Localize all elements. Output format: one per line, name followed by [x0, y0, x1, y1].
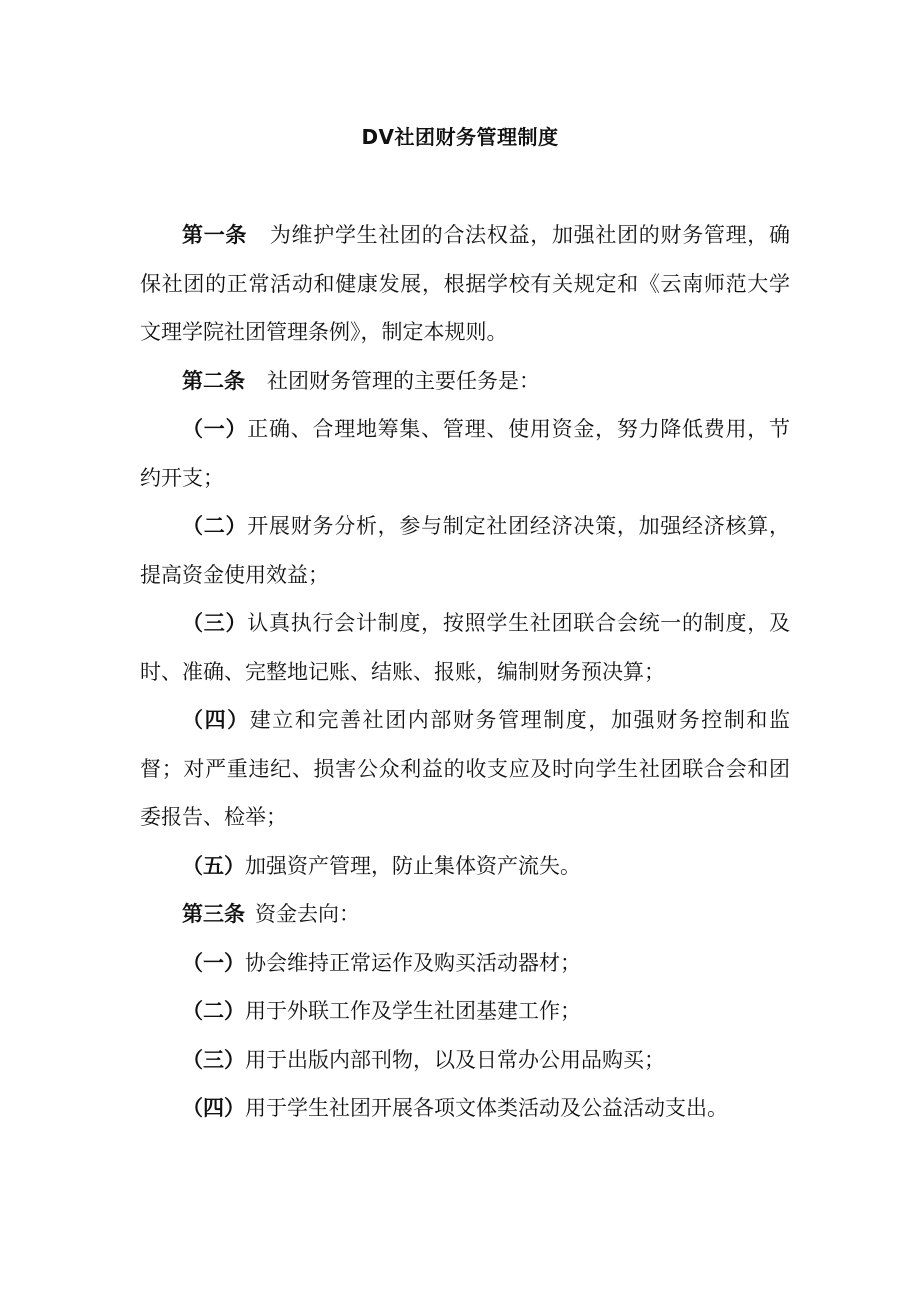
- article-2-item-3: [140, 599, 790, 696]
- article-3-item-3: [140, 1036, 790, 1085]
- item-text: 用于外联工作及学生社团基建工作；: [245, 999, 581, 1023]
- article-2: [140, 357, 790, 406]
- article-1-text: 为维护学生社团的合法权益，加强社团的财务管理，确保社团的正常活动和健康发展，根据学校有关规定和《云南师范大学文理学院社团管理条例》，制定本规则。: [140, 223, 791, 344]
- article-1-label: 第一条: [182, 223, 248, 247]
- article-3-text: 资金去向：: [255, 902, 360, 926]
- item-text: 认真执行会计制度，按照学生社团联合会统一的制度，及时、准确、完整地记账、结账、报账，编制财务预决算；: [140, 611, 791, 684]
- article-2-label: 第二条: [182, 368, 245, 393]
- article-3-label: 第三条: [182, 902, 245, 926]
- item-text: 开展财务分析，参与制定社团经济决策，加强经济核算，提高资金使用效益；: [140, 514, 791, 587]
- document-body: [140, 211, 790, 1133]
- article-3-item-1: [140, 939, 790, 988]
- item-number: （二）: [182, 999, 245, 1023]
- document-title: DV社团财务管理制度: [361, 125, 559, 149]
- item-number: （三）: [182, 1047, 245, 1072]
- item-number: （五）: [182, 853, 245, 878]
- article-3-item-4: [140, 1084, 790, 1133]
- item-number: （二）: [182, 514, 248, 538]
- item-text: 加强资产管理，防止集体资产流失。: [245, 853, 581, 878]
- item-text: 协会维持正常运作及购买活动器材；: [245, 950, 581, 975]
- article-3-item-2: [140, 987, 790, 1036]
- item-number: （三）: [182, 611, 248, 635]
- item-text: 正确、合理地筹集、管理、使用资金，努力降低费用，节约开支；: [140, 417, 791, 490]
- item-text: 用于学生社团开展各项文体类活动及公益活动支出。: [245, 1096, 728, 1120]
- item-number: （一）: [182, 950, 245, 975]
- item-text: 建立和完善社团内部财务管理制度，加强财务控制和监督；对严重违纪、损害公众利益的收支应及时向学生社团联合会和团委报告、检举；: [140, 708, 791, 829]
- article-3: [140, 890, 790, 939]
- article-2-text: 社团财务管理的主要任务是：: [267, 368, 540, 393]
- item-number: （四）: [182, 708, 250, 732]
- item-number: （四）: [182, 1096, 245, 1120]
- item-number: （一）: [182, 417, 248, 441]
- article-2-item-2: [140, 502, 790, 599]
- article-1: [140, 211, 790, 357]
- article-2-item-4: [140, 696, 790, 842]
- article-2-item-5: [140, 842, 790, 891]
- article-2-item-1: [140, 405, 790, 502]
- item-text: 用于出版内部刊物，以及日常办公用品购买；: [245, 1047, 665, 1072]
